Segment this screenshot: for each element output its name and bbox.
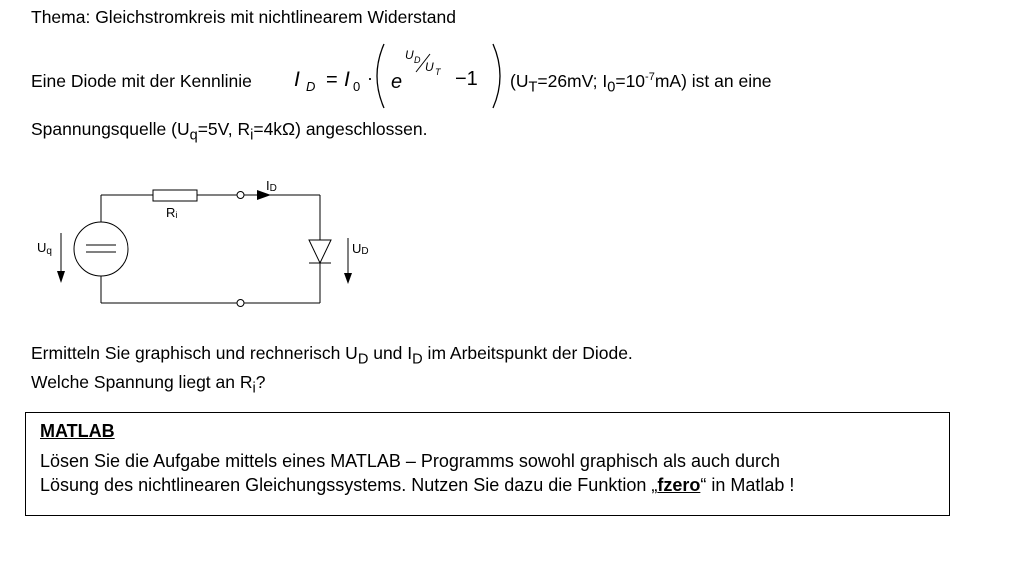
diode-triangle <box>309 240 331 263</box>
formula-e: e <box>391 71 403 93</box>
formula-minus-one: −1 <box>455 68 478 90</box>
formula-id: I <box>294 68 300 91</box>
formula-i0-sub: 0 <box>353 79 361 94</box>
formula-left-paren <box>377 44 384 108</box>
label-ud: UD <box>352 241 369 257</box>
label-ri: Ri <box>166 205 178 220</box>
formula-exp-den: U <box>425 60 434 74</box>
circuit-diagram <box>0 160 420 320</box>
matlab-heading: MATLAB <box>40 421 115 441</box>
problem-line-2: Spannungsquelle ($U_q=5V$, $R_i=4k\Omega$) angeschlossen. <box>31 119 428 144</box>
question-1: Ermitteln Sie graphisch und rechnerisch $U_D$ und $I_D$ im Arbeitspunkt der Diode. <box>31 343 633 368</box>
formula-exp-den-sub: T <box>435 67 441 77</box>
matlab-task-box <box>25 412 950 516</box>
question-2: Welche Spannung liegt an $R_i$? <box>31 372 266 397</box>
page-title: Thema: Gleichstromkreis mit nichtlinearem Widerstand <box>31 7 456 27</box>
resistor-ri <box>153 190 197 201</box>
formula-exp-num-sub: D <box>414 55 421 65</box>
formula-right-paren <box>493 44 500 108</box>
terminal-bottom <box>237 300 244 307</box>
formula-eq: = <box>326 69 338 91</box>
problem-line-1 <box>31 71 252 92</box>
formula-dot: · <box>367 68 373 88</box>
diode-characteristic-formula <box>290 40 505 110</box>
matlab-text-line-1: Lösen Sie die Aufgabe mittels eines MATLAB – Programms sowohl graphisch als auch durch <box>40 451 781 471</box>
voltage-source <box>74 222 128 276</box>
ud-arrow-head <box>344 273 352 284</box>
label-uq: Uq <box>37 240 52 257</box>
matlab-text-line-2: Lösung des nichtlinearen Gleichungssystems. Nutzen Sie dazu die Funktion „fzero“ in Matlab ! <box>40 475 795 495</box>
terminal-top <box>237 192 244 199</box>
fzero-function-name: fzero <box>657 475 701 495</box>
label-id: ID <box>266 178 277 194</box>
formula-parameters: ($U_T=26mV$; $I_0=10^{-7}mA$) ist an eine <box>510 71 772 96</box>
line1-prefix: Eine Diode mit der Kennlinie <box>31 71 252 91</box>
formula-exp-num: U <box>405 48 414 62</box>
formula-i0: I <box>344 68 350 91</box>
formula-id-sub: D <box>306 79 316 94</box>
uq-arrow-head <box>57 271 65 283</box>
